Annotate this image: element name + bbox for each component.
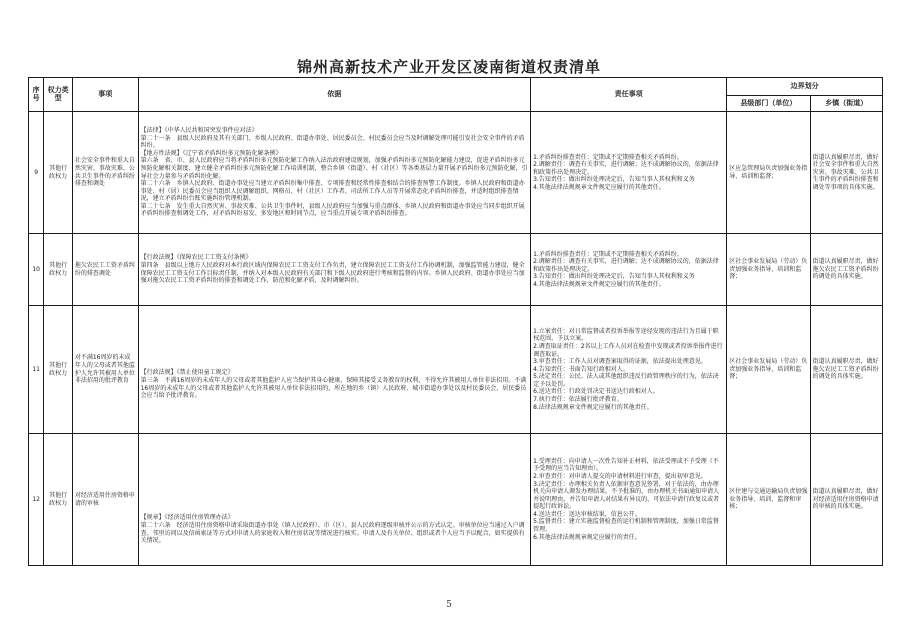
row-duty: [531, 306, 727, 434]
row-duty: [531, 434, 727, 566]
row-township: 街道认真履职尽责，做好对经济适用住房资格申请的审核的具体实施。: [810, 434, 882, 566]
row-power-type: 其他行政权力: [44, 234, 73, 306]
duty-line: 4.其他法律法规规章文件规定应履行的其他责任。: [533, 183, 665, 191]
header-seq: 序号: [29, 78, 44, 112]
row-township: 街道认真履职尽责，做好拖欠农民工工资矛盾纠纷的调处的具体实施。: [810, 306, 882, 434]
duty-line: 1.矛盾纠纷排查责任：定期或不定期排查相关矛盾纠纷。: [533, 153, 683, 161]
row-number: 11: [29, 306, 44, 434]
responsibility-table: [28, 77, 883, 566]
duty-line: 4.其他法律法规规章文件规定应履行的其他责任。: [533, 280, 665, 288]
row-power-type: 其他行政权力: [44, 434, 73, 566]
row-item: 对不满16周岁的未成年人的父母或者其他监护人允许其被用人单位非法招用的批评教育: [72, 306, 138, 434]
basis-line: 第二十六条 经济适用住房资格申请采取街道办事处（镇人民政府）、市（区）、县人民政府逐级审核并公示的方式认定。审核单位应当通过入户调查、邻里访问以及信函索证等方式对申请人的家庭收入和住房状况等情况进行核实。申请人及有关单位、组织或者个人应当予以配合，如实提供有关情况。: [140, 521, 525, 545]
basis-line: 第二十一条 县级人民政府及其有关部门、乡级人民政府、街道办事处、居民委员会、村民委员会应当及时调解处理可能引发社会安全事件的矛盾纠纷。: [140, 134, 525, 150]
row-basis: [138, 434, 530, 566]
row-number: 10: [29, 234, 44, 306]
duty-line: 5.监督责任：建立实施监督检查的运行机制和管理制度，加强日常监督管理。: [533, 518, 719, 534]
basis-line: 第六条 省、市、县人民政府应当将矛盾纠纷多元预防化解工作纳入法治政府建设规划，加强矛盾纠纷多元预防化解能力建设，促进矛盾纠纷多元预防化解相关制度、建立健全矛盾纠纷多元预防化解工作培训机制，整合乡镇（街道）、村（社区）等各类基层力量开展矛盾纠纷多元预防化解，引导社会力量参与矛盾纠纷化解。: [140, 157, 528, 180]
duty-line: 8.法律法规规章文件规定应履行的其他责任。: [533, 403, 653, 411]
duty-line: 4.告知责任：书面告知行政相对人。: [533, 365, 629, 373]
basis-line: 【行政法规】《禁止使用童工规定》: [140, 369, 234, 377]
basis-line: 第二十七条 发生重大自然灾害、事故灾难、公共卫生事件时，县级人民政府应当加强与重点群体、乡镇人民政府和街道办事处应当同步组织开展矛盾纠纷排查和调处工作，对矛盾纠纷易发、多发地区和时间节点，应当重点开展专项矛盾纠纷排查。: [140, 202, 525, 218]
duty-line: 3.审查责任：工作人员对调查案取得的证据，依法提出处理意见。: [533, 358, 707, 366]
row-duty: [531, 112, 727, 234]
row-item: 社会安全事件和重大自然灾害、事故灾难、公共卫生事件的矛盾纠纷排查和调处: [72, 112, 138, 234]
table-row: [29, 434, 883, 566]
header-power-type: 权力类型: [44, 78, 73, 112]
duty-line: 2.调解责任：调查有关事实，进行调解；达不成调解协议的，依据法律和政策作出处理决定。: [533, 161, 719, 176]
duty-line: 3.决定责任：办理相关负责人依据审查意见签署，对于依法的，由办理机关向申请人颁发办理结果。不予批准的，由办理机关书面通知申请人并说明理由，并告知申请人对结果有异议的，可依法申请行政复议或者提起行政诉讼。: [533, 480, 720, 511]
row-power-type: 其他行政权力: [44, 306, 73, 434]
header-county-dept: 县级部门（单位）: [727, 96, 810, 112]
row-power-type: 其他行政权力: [44, 112, 73, 234]
basis-line: 第二十六条 乡镇人民政府、街道办事处应当建立矛盾纠纷集中排查、专项排查和经常性排查相结合的排查预警工作制度。乡镇人民政府和街道办事处、村（居）民委员会应当组织人民调解组织、网格员、村（社区）工作者、司法所工作人员等开展常态化矛盾纠纷排查，并适时组织排查情况，建立矛盾纠纷台账实施纠纷管理机制。: [140, 180, 525, 203]
basis-line: 第三条 不满16周岁的未成年人的父母或者其他监护人应当保护其身心健康，保障其接受义务教育的权利，不得允许其被用人单位非法招用。不满16周岁的未成年人的父母或者其他监护人允许其被用人单位非法招用的，所在地的乡（镇）人民政府、城市街道办事处以及村民委员会、居民委员会应当给予批评教育。: [140, 376, 527, 400]
duty-line: 2.调查取证责任：2名以上工作人员对在检查中发现或者投诉举报件进行调查取证。: [533, 342, 723, 358]
row-township: 街道认真履职尽责，做好社会安全事件和重大自然灾害、事故灾难、公共卫生事件的矛盾纠纷排查和调处等事项的具体实施。: [810, 112, 882, 234]
header-basis: 依据: [138, 78, 530, 112]
row-basis: [138, 306, 530, 434]
duty-line: 1.受理责任：向申请人一次性告知补正材料，依法受理或不予受理（不予受理的应当告知理由）。: [533, 457, 719, 473]
duty-line: 2.调解责任：调查有关事实，进行调解；达不成调解协议的，依据法律和政策作出处理决定。: [533, 258, 719, 273]
header-duty: 责任事项: [531, 78, 727, 112]
duty-line: 6.其他法律法规规章规定应履行的责任。: [533, 533, 641, 541]
basis-line: 【法律】《中华人民共和国突发事件应对法》: [140, 126, 258, 134]
row-county-dept: 区住建与交通运输局负责加强业务指导、培训、监督和审核；: [727, 434, 810, 566]
header-township: 乡镇（街道）: [810, 96, 882, 112]
row-basis: [138, 234, 530, 306]
duty-line: 3.告知责任：做出纠纷处理决定后，告知当事人其权利和义务: [533, 273, 695, 281]
page-number: 5: [446, 600, 452, 610]
table-row: [29, 234, 883, 306]
table-row: [29, 306, 883, 434]
duty-line: 1.矛盾纠纷排查责任：定期或不定期排查相关矛盾纠纷。: [533, 250, 683, 258]
row-county-dept: 区社会事业发展局（劳动）负责加强业务指导、培训和监督；: [727, 234, 810, 306]
table-row: [29, 112, 883, 234]
row-number: 9: [29, 112, 44, 234]
duty-line: 6.送达责任：行政处罚决定书送达行政相对人。: [533, 388, 659, 396]
row-basis: [138, 112, 530, 234]
row-township: 街道认真履职尽责，做好拖欠农民工工资矛盾纠纷的调处的具体实施。: [810, 234, 882, 306]
page-title: 锦州高新技术产业开发区凌南街道权责清单: [296, 58, 601, 76]
duty-line: 2.审查责任：对申请人提交的申请材料进行审查，提出初审意见。: [533, 472, 707, 480]
duty-line: 7.执行责任：依法履行批评教育。: [533, 396, 623, 404]
header-boundary: 边界划分: [727, 78, 883, 96]
row-duty: [531, 234, 727, 306]
duty-line: 5.决定责任：公民、法人或其他组织违反行政管理秩序的行为，依法决定予以处罚。: [533, 373, 719, 388]
basis-line: 【规章】《经济适用住房管理办法》: [140, 514, 234, 522]
duty-line: 1.立案责任：对日常监督或者投诉举报等途径发现的违法行为且属于职权范围，予以立案。: [533, 327, 719, 343]
duty-line: 4.送达责任：送达审核结果，信息公开。: [533, 510, 641, 518]
row-number: 12: [29, 434, 44, 566]
row-item: 拖欠农民工工资矛盾纠纷的排查调处: [72, 234, 138, 306]
basis-line: 【行政法规】《保障农民工工资支付条例》: [140, 254, 252, 262]
duty-line: 3.告知责任：做出纠纷处理决定后，告知当事人其权利和义务: [533, 176, 695, 184]
basis-line: 【地方性法规】《辽宁省矛盾纠纷多元预防化解条例》: [140, 149, 282, 157]
header-item: 事项: [72, 78, 138, 112]
row-county-dept: 区社会事业发展局（劳动）负责加强业务指导、培训和监督；: [727, 306, 810, 434]
row-item: 对经济适用住房资格申请的审核: [72, 434, 138, 566]
basis-line: 第四条 县级以上地方人民政府对本行政区域内保障农民工工资支付工作负责，建立保障农民工工资支付工作协调机制，加强监管能力建设，健全保障农民工工资支付工作目标责任制，并纳入对本级人民政府有关部门和下级人民政府进行考核和监督的内容。乡镇人民政府、街道办事处应当加强对拖欠农民工工资矛盾纠纷的排查和调处工作，防范和化解矛盾，及时调解纠纷。: [140, 261, 525, 285]
row-county-dept: 区应急管理局负责加强业务指导、培训和监督；: [727, 112, 810, 234]
